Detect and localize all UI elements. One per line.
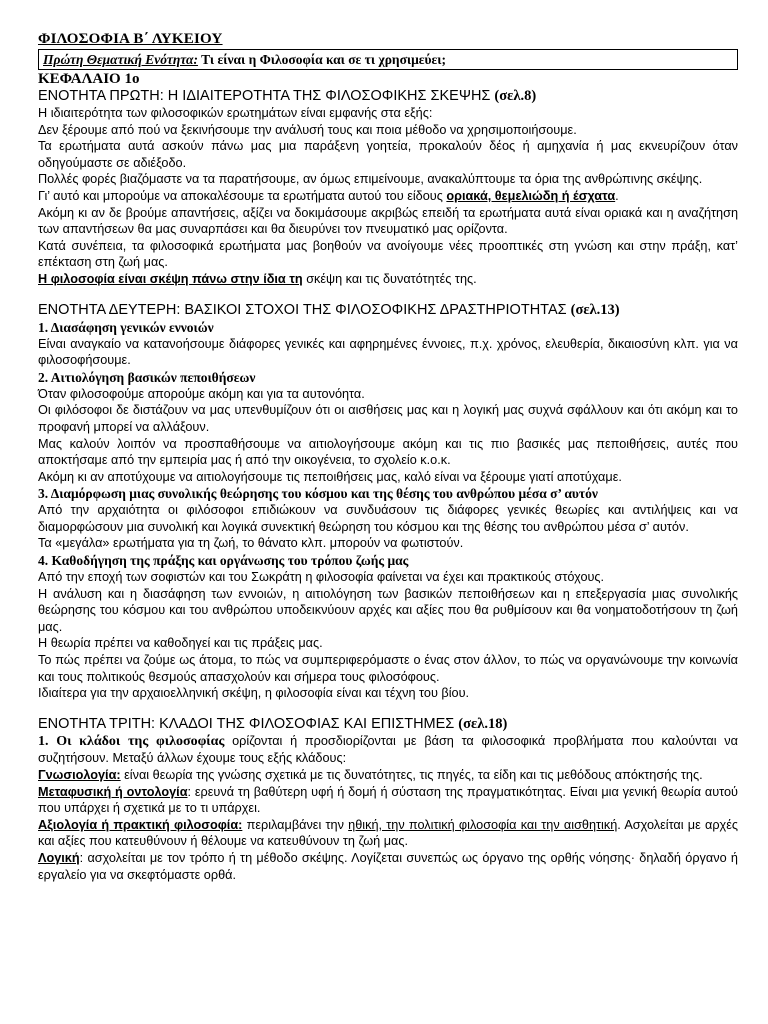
paragraph: Από την εποχή των σοφιστών και του Σωκράτη η φιλοσοφία φαίνεται να έχει και πρακτικούς στόχους.: [38, 570, 605, 585]
paragraph: [38, 817, 738, 850]
thematic-unit-box: [38, 49, 738, 70]
paragraph: Η ανάλυση και η διασάφηση των εννοιών, η αιτιολόγηση των βασικών πεποιθήσεων και η επεξεργασία μιας συνολικής θεώρησης του κόσμου και του ανθρώπου υποδεικνύουν αρχές και αξίες που θα ρυθμίσουν και θα νοηματοδοτήσουν τη ζωή μας.: [38, 586, 738, 634]
section-2-heading: [38, 302, 738, 319]
unit-text: Τι είναι η Φιλοσοφία και σε τι χρησιμεύει;: [201, 52, 446, 67]
document-title: ΦΙΛΟΣΟΦΙΑ Β΄ ΛΥΚΕΙΟΥ: [38, 31, 223, 47]
paragraph: Τα ερωτήματα αυτά ασκούν πάνω μας μια παράξενη γοητεία, προκαλούν δέος ή αμηχανία ή μας εκνευρίζουν όταν οδηγούμαστε σε αδιέξοδο.: [38, 139, 738, 170]
paragraph: Είναι αναγκαίο να κατανοήσουμε διάφορες γενικές και αφηρημένες έννοιες, π.χ. χρόνος, ελευθερία, δικαιοσύνη κλπ. για να φιλοσοφήσουμε.: [38, 336, 738, 368]
section-1-title: ΕΝΟΤΗΤΑ ΠΡΩΤΗ: Η ΙΔΙΑΙΤΕΡΟΤΗΤΑ ΤΗΣ ΦΙΛΟΣΟΦΙΚΗΣ ΣΚΕΨΗΣ: [38, 88, 491, 104]
term-metaphysics: Μεταφυσική ή οντολογία: [38, 784, 188, 799]
text-run: σκέψη και τις δυνατότητές της.: [302, 271, 477, 286]
paragraph: Η ιδιαιτερότητα των φιλοσοφικών ερωτημάτων είναι εμφανής στα εξής:: [38, 106, 433, 120]
paragraph: Οι φιλόσοφοι δε διστάζουν να μας υπενθυμίζουν ότι οι αισθήσεις μας και η λογική μας συχνά σφάλλουν και ότι ακόμη και το προφανή μπορεί να αλλάξουν.: [38, 403, 738, 434]
section-2-title: ΕΝΟΤΗΤΑ ΔΕΥΤΕΡΗ: ΒΑΣΙΚΟΙ ΣΤΟΧΟΙ ΤΗΣ ΦΙΛΟΣΟΦΙΚΗΣ ΔΡΑΣΤΗΡΙΟΤΗΤΑΣ: [38, 301, 567, 318]
paragraph: [38, 850, 738, 883]
text-run: είναι θεωρία της γνώσης σχετικά με τις δυνατότητες, τις πηγές, τα είδη και τις μεθόδους απόκτησής της.: [120, 768, 703, 782]
paragraph: Όταν φιλοσοφούμε απορούμε ακόμη και για τα αυτονόητα.: [38, 386, 365, 401]
paragraph: Το πώς πρέπει να ζούμε ως άτομα, το πώς να συμπεριφερόμαστε ο ένας στον άλλον, το πώς να οργανώνουμε την κοινωνία και τους πολιτικούς θεσμούς απασχολούν και σήμερα τους φιλοσόφους.: [38, 653, 738, 684]
text-run: περιλαμβάνει την: [242, 817, 349, 832]
section-3-heading: [38, 716, 738, 733]
term-epistemology: Γνωσιολογία:: [38, 768, 121, 782]
text-run: .: [615, 188, 619, 203]
paragraph: Πολλές φορές βιαζόμαστε να τα παρατήσουμε, αν όμως επιμείνουμε, ανακαλύπτουμε τα όρια της ανθρώπινης σκέψης.: [38, 172, 703, 187]
text-run: Γι’ αυτό και μπορούμε να αποκαλέσουμε τα ερωτήματα αυτού του είδους: [38, 188, 447, 203]
key-terms-emphasis: οριακά, θεμελιώδη ή έσχατα: [446, 188, 616, 203]
chapter-title: ΚΕΦΑΛΑΙΟ 1ο: [38, 71, 140, 87]
text-run: : ερευνά τη βαθύτερη υφή ή δομή ή σύσταση της πραγματικότητας. Είναι μια γενική θεωρία αυτού που υπάρχει ή σχετικά με το τι υπάρχει.: [38, 784, 738, 816]
document-page: [38, 30, 738, 883]
section-3-page-ref: (σελ.18): [458, 715, 508, 732]
section-1-heading: [38, 88, 738, 105]
paragraph: Ακόμη κι αν αποτύχουμε να αιτιολογήσουμε τις πεποιθήσεις μας, καλό είναι να ξέρουμε γιατί αποτύχαμε.: [38, 469, 622, 484]
text-run: : ασχολείται με τον τρόπο ή τη μέθοδο σκέψης. Λογίζεται συνεπώς ως όργανο της ορθής νόησης· δηλαδή όργανο ή εργαλείο για να σκεφτόμαστε ορθά.: [38, 850, 738, 882]
unit-label: Πρώτη Θεματική Ενότητα:: [43, 52, 199, 67]
paragraph: [38, 188, 738, 205]
paragraph: [38, 733, 738, 767]
branches-heading: 1. Οι κλάδοι της φιλοσοφίας: [38, 733, 225, 749]
paragraph: Η θεωρία πρέπει να καθοδηγεί και τις πράξεις μας.: [38, 636, 323, 651]
paragraph: [38, 784, 738, 817]
underlined-fields: ηθική, την πολιτική φιλοσοφία και την αισθητική: [348, 817, 618, 832]
paragraph: Από την αρχαιότητα οι φιλόσοφοι επιδιώκουν να συνδυάσουν τις διάφορες γενικές θεωρίες και αντιλήψεις και να διαμορφώσουν μια συνολική και λογικά συνεκτική θεώρηση του κόσμου και της θέσης του ανθρώπου μέσα σ’ αυτόν.: [38, 503, 738, 534]
paragraph: Κατά συνέπεια, τα φιλοσοφικά ερωτήματα μας βοηθούν να ανοίγουμε νέες προοπτικές στη γνώση και στην πράξη, κατ’ επέκταση στη ζωή μας.: [38, 238, 738, 270]
paragraph: Μας καλούν λοιπόν να προσπαθήσουμε να αιτιολογήσουμε ακόμη και τις πιο βασικές μας πεποιθήσεις, αυτές που αποκτήσαμε από την εμπειρία μας ή από την οικογένεια, το σχολείο κ.ο.κ.: [38, 436, 738, 468]
paragraph: [38, 767, 738, 784]
subheading: 1. Διασάφηση γενικών εννοιών: [38, 319, 214, 335]
subheading: 4. Καθοδήγηση της πράξης και οργάνωσης του τρόπου ζωής μας: [38, 553, 409, 569]
definition-emphasis: Η φιλοσοφία είναι σκέψη πάνω στην ίδια τη: [38, 271, 303, 286]
text-run: . Ασχολείται με αρχές και αξίες που κατευθύνουν ή θέλουμε να κατευθύνουν τη ζωή μας.: [38, 817, 738, 849]
section-3-title: ΕΝΟΤΗΤΑ ΤΡΙΤΗ: ΚΛΑΔΟΙ ΤΗΣ ΦΙΛΟΣΟΦΙΑΣ ΚΑΙ ΕΠΙΣΤΗΜΕΣ: [38, 715, 455, 732]
paragraph: Τα «μεγάλα» ερωτήματα για τη ζωή, το θάνατο κλπ. μπορούν να φωτιστούν.: [38, 536, 464, 551]
subheading: 2. Αιτιολόγηση βασικών πεποιθήσεων: [38, 369, 256, 385]
term-logic: Λογική: [38, 850, 80, 865]
term-axiology: Αξιολογία ή πρακτική φιλοσοφία:: [38, 817, 243, 832]
paragraph: Δεν ξέρουμε από πού να ξεκινήσουμε την ανάλυσή τους και ποια μέθοδο να χρησιμοποιήσουμε.: [38, 122, 577, 137]
paragraph: [38, 271, 738, 288]
text-run: ορίζονται ή προσδιορίζονται με βάση τα φιλοσοφικά προβλήματα που καλούνται να συζητήσουν. Μεταξύ άλλων έχουμε τους εξής κλάδους:: [38, 733, 738, 766]
paragraph: Ακόμη κι αν δε βρούμε απαντήσεις, αξίζει να δοκιμάσουμε ακριβώς επειδή τα ερωτήματα αυτά είναι οριακά και η αναζήτηση των απαντήσεων θα μας συναρπάσει και θα διευρύνει τον πνευματικό μας ορίζοντα.: [38, 205, 738, 237]
paragraph: Ιδιαίτερα για την αρχαιοελληνική σκέψη, η φιλοσοφία είναι και τέχνη του βίου.: [38, 686, 470, 701]
section-2-page-ref: (σελ.13): [570, 301, 620, 318]
subheading: 3. Διαμόρφωση μιας συνολικής θεώρησης του κόσμου και της θέσης του ανθρώπου μέσα σ’ αυτόν: [38, 486, 598, 502]
section-1-page-ref: (σελ.8): [494, 88, 537, 104]
